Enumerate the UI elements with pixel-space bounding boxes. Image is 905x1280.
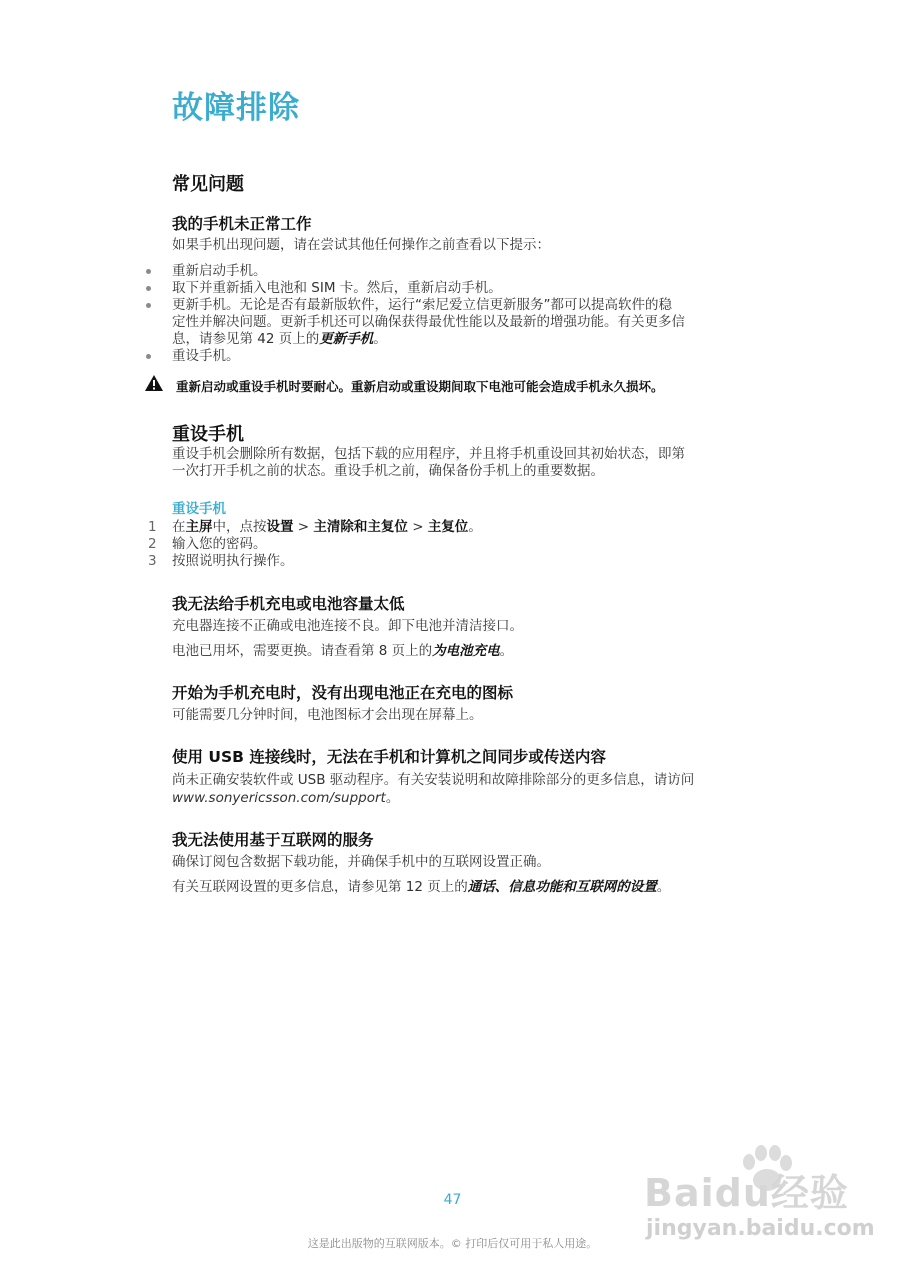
bullet-icon bbox=[146, 286, 151, 291]
link-support-url[interactable]: www.sonyericsson.com/support bbox=[172, 790, 386, 806]
section-heading-cannot-charge: 我无法给手机充电或电池容量太低 bbox=[172, 595, 405, 613]
link-update-phone[interactable]: 更新手机 bbox=[319, 331, 374, 347]
section-heading-internet-services: 我无法使用基于互联网的服务 bbox=[172, 831, 374, 849]
page-title: 故障排除 bbox=[172, 90, 300, 126]
reset-description-line1: 重设手机会删除所有数据，包括下载的应用程序，并且将手机重设回其初始状态，即第 bbox=[172, 446, 685, 462]
faq-heading: 常见问题 bbox=[172, 174, 244, 195]
usb-paragraph-line2: www.sonyericsson.com/support。 bbox=[172, 790, 400, 806]
section-heading-no-charging-icon: 开始为手机充电时，没有出现电池正在充电的图标 bbox=[172, 684, 514, 702]
list-item: 更新手机。无论是否有最新版软件，运行“索尼爱立信更新服务”都可以提高软件的稳 定性并解决问题。更新手机还可以确保获得最优性能以及最新的增强功能。有关更多信 息，请参见第 42 页上的更新手机。 bbox=[172, 297, 772, 348]
charge-paragraph-2: 电池已用坏，需要更换。请查看第 8 页上的为电池充电。 bbox=[172, 643, 514, 659]
link-internet-settings[interactable]: 通话、信息功能和互联网的设置 bbox=[467, 879, 657, 895]
subheading-reset-phone: 重设手机 bbox=[172, 501, 226, 517]
list-item: 重设手机。 bbox=[172, 348, 772, 365]
list-item: 取下并重新插入电池和 SIM 卡。然后，重新启动手机。 bbox=[172, 280, 772, 297]
page-number: 47 bbox=[443, 1192, 462, 1208]
watermark-url: jingyan.baidu.com bbox=[646, 1216, 875, 1241]
section-heading-reset-phone: 重设手机 bbox=[172, 424, 244, 445]
bullet-icon bbox=[146, 354, 151, 359]
charge-paragraph-1: 充电器连接不正确或电池连接不良。卸下电池并清洁接口。 bbox=[172, 618, 523, 634]
bullet-icon bbox=[146, 303, 151, 308]
section-heading-phone-not-working: 我的手机未正常工作 bbox=[172, 215, 312, 233]
list-item: 重新启动手机。 bbox=[172, 263, 772, 280]
footer-note: 这是此出版物的互联网版本。© 打印后仅可用于私人用途。 bbox=[307, 1237, 598, 1250]
charging-icon-paragraph: 可能需要几分钟时间，电池图标才会出现在屏幕上。 bbox=[172, 707, 483, 723]
baidu-watermark bbox=[640, 1142, 875, 1272]
reset-steps bbox=[148, 519, 772, 570]
watermark-logo-text: Baidu经验 bbox=[644, 1171, 849, 1215]
internet-paragraph-1: 确保订阅包含数据下载功能，并确保手机中的互联网设置正确。 bbox=[172, 854, 550, 870]
tips-list bbox=[172, 263, 772, 365]
reset-description-line2: 一次打开手机之前的状态。重设手机之前，确保备份手机上的重要数据。 bbox=[172, 463, 604, 479]
step-item: 1 在主屏中，点按设置 > 主清除和主复位 > 主复位。 bbox=[148, 519, 482, 535]
warning-text: 重新启动或重设手机时要耐心。重新启动或重设期间取下电池可能会造成手机永久损坏。 bbox=[176, 379, 664, 394]
usb-paragraph-line1: 尚未正确安装软件或 USB 驱动程序。有关安装说明和故障排除部分的更多信息，请访问 bbox=[172, 772, 695, 788]
step-item: 2 输入您的密码。 bbox=[148, 536, 267, 552]
section-intro: 如果手机出现问题，请在尝试其他任何操作之前查看以下提示： bbox=[172, 237, 550, 253]
step-item: 3 按照说明执行操作。 bbox=[148, 553, 294, 569]
warning-icon bbox=[144, 374, 164, 392]
link-charge-battery[interactable]: 为电池充电 bbox=[432, 643, 500, 659]
bullet-icon bbox=[146, 269, 151, 274]
section-heading-usb-sync: 使用 USB 连接线时，无法在手机和计算机之间同步或传送内容 bbox=[172, 748, 606, 766]
internet-paragraph-2: 有关互联网设置的更多信息，请参见第 12 页上的通话、信息功能和互联网的设置。 bbox=[172, 879, 671, 895]
